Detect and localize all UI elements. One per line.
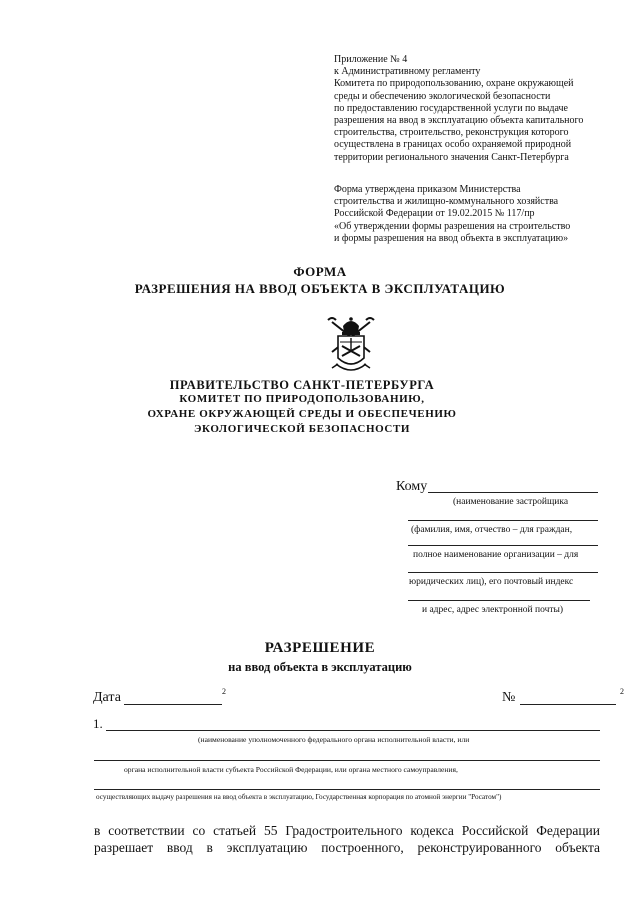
- approval-note: [334, 184, 624, 245]
- recipient-hint: и адрес, адрес электронной почты): [422, 605, 564, 615]
- body-line: разрешает ввод в эксплуатацию построенного, реконструированного объекта: [94, 840, 600, 855]
- permit-subtitle: на ввод объекта в эксплуатацию: [228, 660, 412, 674]
- appendix-line: строительства, строительство, реконструкция которого: [334, 127, 569, 139]
- item-number: 1.: [93, 716, 103, 731]
- recipient-hint: (фамилия, имя, отчество – для граждан,: [411, 525, 573, 535]
- date-label: Дата: [93, 690, 121, 705]
- authority-field-line[interactable]: [106, 730, 600, 731]
- form-title-subtitle: РАЗРЕШЕНИЯ НА ВВОД ОБЪЕКТА В ЭКСПЛУАТАЦИЮ: [134, 281, 506, 296]
- recipient-field-line[interactable]: [408, 600, 590, 601]
- authority-field-line[interactable]: [94, 789, 600, 790]
- appendix-line: территории регионального значения Санкт-Петербурга: [334, 151, 569, 163]
- approval-line: «Об утверждении формы разрешения на строительство: [334, 220, 571, 232]
- number-footnote: 2: [620, 687, 624, 696]
- approval-line: и формы разрешения на ввод объекта в эксплуатацию»: [334, 232, 569, 244]
- recipient-field-line[interactable]: [428, 492, 598, 493]
- org-name-government: ПРАВИТЕЛЬСТВО САНКТ-ПЕТЕРБУРГА: [169, 378, 435, 392]
- authority-hint: органа исполнительной власти субъекта Российской Федерации, или органа местного самоуправления,: [124, 765, 458, 774]
- recipient-hint: юридических лиц), его почтовый индекс: [409, 577, 574, 587]
- org-name-committee-line2: ОХРАНЕ ОКРУЖАЮЩЕЙ СРЕДЫ И ОБЕСПЕЧЕНИЮ: [147, 408, 457, 420]
- appendix-line: Приложение № 4: [334, 54, 408, 65]
- recipient-field-line[interactable]: [408, 520, 598, 521]
- permit-title: РАЗРЕШЕНИЕ: [264, 640, 376, 656]
- number-label: №: [502, 690, 516, 705]
- form-title: ФОРМА: [293, 264, 347, 279]
- recipient-field-line[interactable]: [408, 572, 598, 573]
- appendix-header: [334, 54, 624, 164]
- appendix-line: по предоставлению государственной услуги по выдаче: [334, 102, 568, 114]
- authority-hint: (наименование уполномоченного федерального органа исполнительной власти, или: [198, 735, 470, 744]
- appendix-line: Комитета по природопользованию, охране окружающей: [334, 78, 574, 90]
- appendix-line: к Административному регламенту: [334, 66, 481, 78]
- authority-hint: осуществляющих выдачу разрешения на ввод объекта в эксплуатацию, Государственная корпорация по атомной энергии "Росатом"): [96, 793, 502, 801]
- recipient-hint: полное наименование организации – для: [413, 550, 579, 560]
- approval-line: Российской Федерации от 19.02.2015 № 117/пр: [334, 208, 535, 220]
- date-field-line[interactable]: [124, 704, 222, 705]
- recipient-label: Кому: [396, 479, 428, 494]
- appendix-line: осуществлена в границах особо охраняемой природной: [334, 139, 572, 151]
- body-line: в соответствии со статьей 55 Градостроительного кодекса Российской Федерации: [94, 823, 600, 838]
- recipient-field-line[interactable]: [408, 545, 598, 546]
- coat-of-arms-icon: [326, 316, 376, 378]
- org-name-committee-line3: ЭКОЛОГИЧЕСКОЙ БЕЗОПАСНОСТИ: [193, 423, 411, 435]
- org-name-committee: КОМИТЕТ ПО ПРИРОДОПОЛЬЗОВАНИЮ,: [179, 393, 425, 405]
- appendix-line: среды и обеспечению экологической безопасности: [334, 90, 551, 102]
- appendix-line: разрешения на ввод в эксплуатацию объекта капитального: [334, 115, 584, 127]
- authority-field-line[interactable]: [94, 760, 600, 761]
- approval-line: Форма утверждена приказом Министерства: [334, 184, 521, 195]
- number-field-line[interactable]: [520, 704, 616, 705]
- body-paragraph: [94, 822, 600, 856]
- approval-line: строительства и жилищно-коммунального хозяйства: [334, 196, 559, 208]
- recipient-hint: (наименование застройщика: [453, 497, 569, 507]
- date-footnote: 2: [222, 687, 226, 696]
